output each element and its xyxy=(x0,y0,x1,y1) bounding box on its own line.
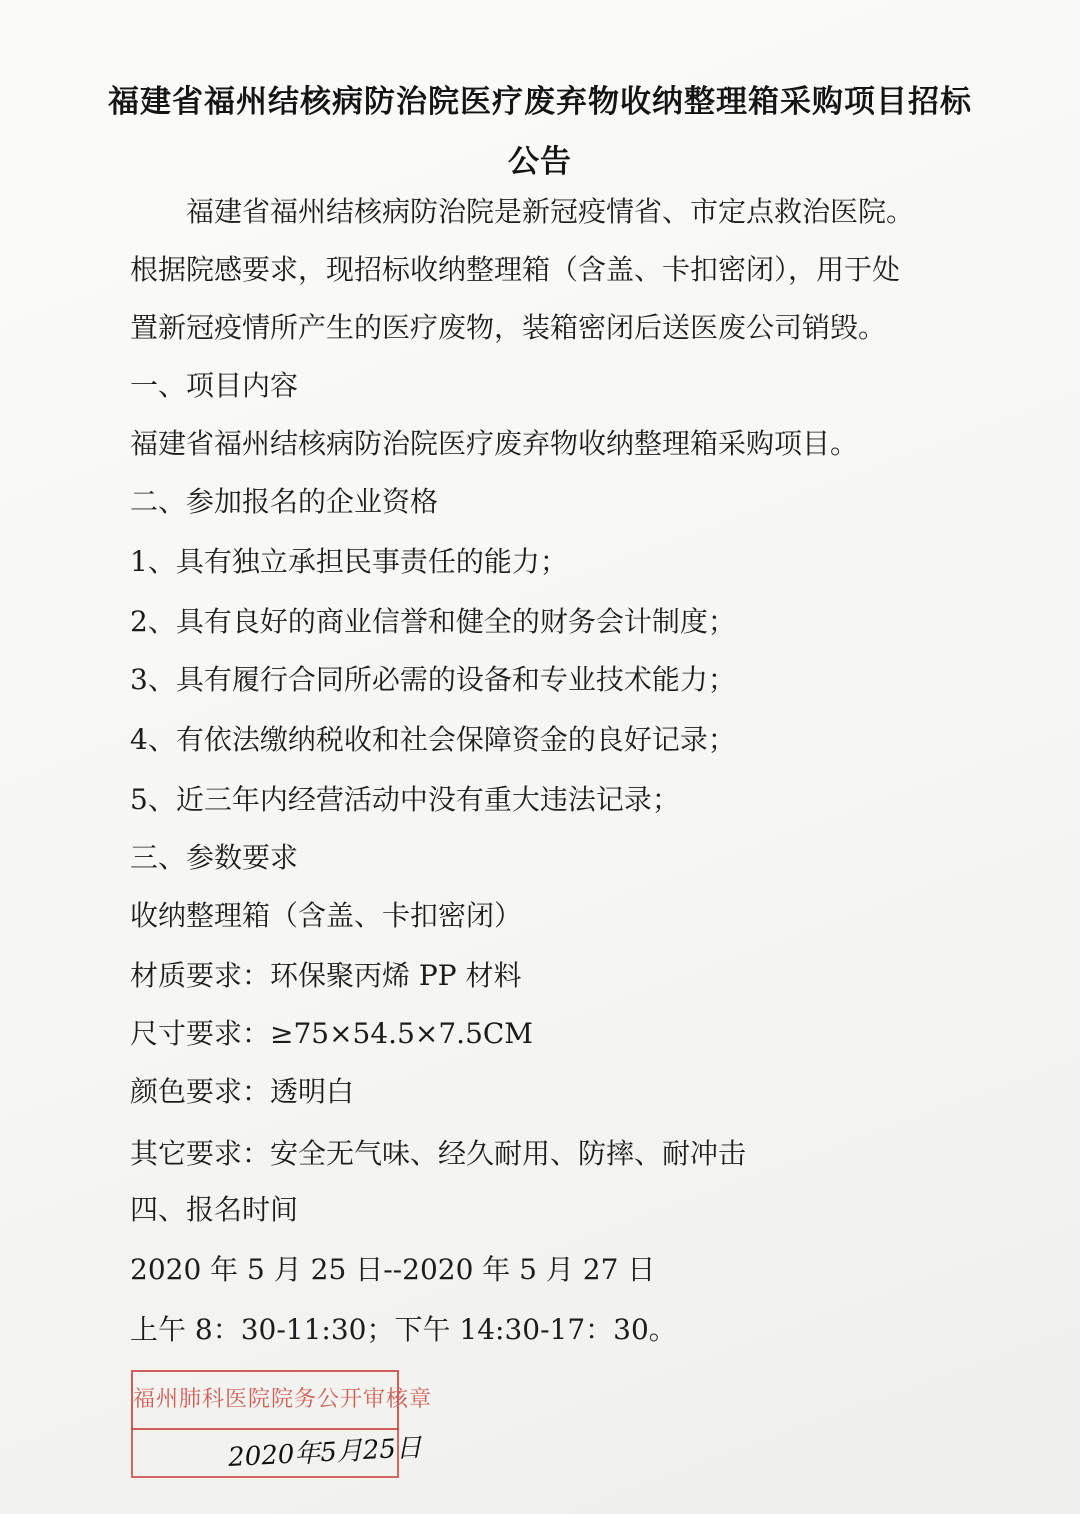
intro-line-1: 福建省福州结核病防治院是新冠疫情省、市定点救治医院。 xyxy=(130,195,915,228)
intro-line-3: 置新冠疫情所产生的医疗废物，装箱密闭后送医废公司销毁。 xyxy=(130,311,887,344)
qualification-item-3: 3、具有履行合同所必需的设备和专业技术能力； xyxy=(130,663,736,696)
document-title-line-2: 公告 xyxy=(508,144,572,180)
qualification-item-4: 4、有依法缴纳税收和社会保障资金的良好记录； xyxy=(130,723,736,756)
registration-hours: 上午 8：30-11:30；下午 14:30-17：30。 xyxy=(130,1313,677,1346)
section-heading-registration-time: 四、报名时间 xyxy=(130,1193,299,1226)
handwritten-date: 2020年5月25日 xyxy=(227,1432,423,1474)
parameter-size: 尺寸要求：≥75×54.5×7.5CM xyxy=(130,1017,533,1050)
parameter-other: 其它要求：安全无气味、经久耐用、防摔、耐冲击 xyxy=(130,1137,747,1170)
parameter-product: 收纳整理箱（含盖、卡扣密闭） xyxy=(130,899,523,932)
section-heading-project: 一、项目内容 xyxy=(130,369,299,402)
approval-stamp: 福州肺科医院院务公开审核章 xyxy=(131,1370,399,1430)
registration-date-range: 2020 年 5 月 25 日--2020 年 5 月 27 日 xyxy=(130,1253,656,1286)
intro-line-2: 根据院感要求，现招标收纳整理箱（含盖、卡扣密闭），用于处 xyxy=(130,253,901,286)
qualification-item-1: 1、具有独立承担民事责任的能力； xyxy=(130,545,568,578)
section-heading-qualification: 二、参加报名的企业资格 xyxy=(130,485,439,518)
parameter-color: 颜色要求：透明白 xyxy=(130,1075,355,1108)
document-title-line-1: 福建省福州结核病防治院医疗废弃物收纳整理箱采购项目招标 xyxy=(108,84,972,120)
qualification-item-5: 5、近三年内经营活动中没有重大违法记录； xyxy=(130,783,680,816)
parameter-material: 材质要求：环保聚丙烯 PP 材料 xyxy=(130,959,522,992)
section-heading-parameters: 三、参数要求 xyxy=(130,841,299,874)
qualification-item-2: 2、具有良好的商业信誉和健全的财务会计制度； xyxy=(130,605,736,638)
project-content: 福建省福州结核病防治院医疗废弃物收纳整理箱采购项目。 xyxy=(130,427,859,460)
